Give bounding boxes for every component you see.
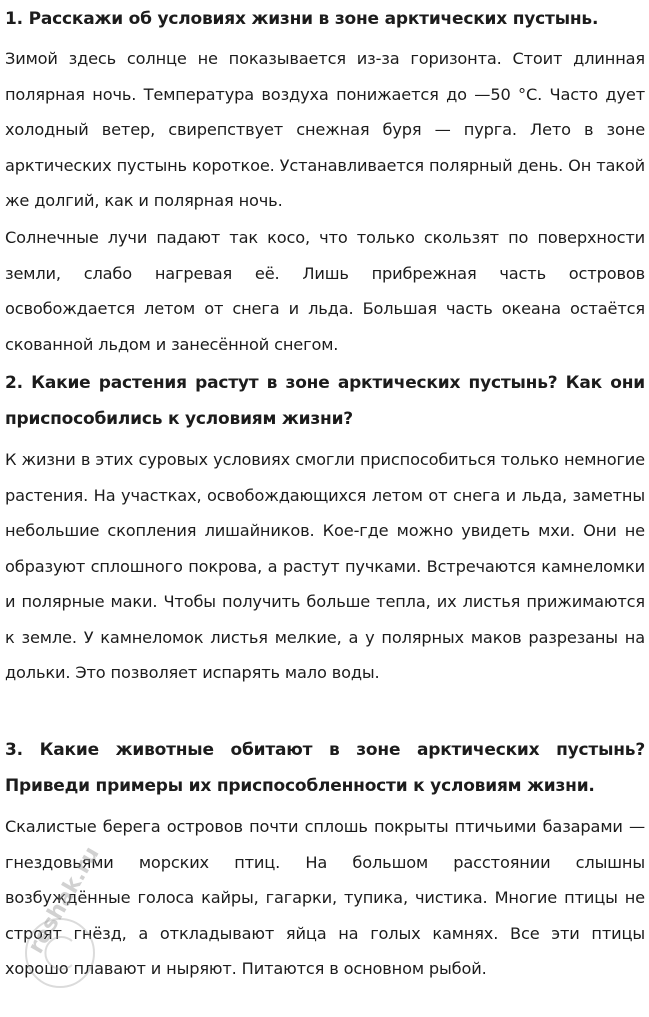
answer-2-paragraph-1: К жизни в этих суровых условиях смогли приспособиться только немногие растения. На участках, освобождающихся летом от снега и льда, заметны небольшие скопления лишайников. Кое-где можно увидеть мхи. Они не образуют сплошного покрова, а растут пучками. Встречаются камнеломки и полярные маки. Чтобы получить больше тепла, их листья прижимаются к земле. У камнеломок листья мелкие, а у полярных маков разрезаны на дольки. Это позволяет испарять мало воды. [5,450,645,682]
answer-1-paragraph-2: Солнечные лучи падают так косо, что только скользят по поверхности земли, слабо нагревая её. Лишь прибрежная часть островов освобождается летом от снега и льда. Большая часть океана остаётся скованной льдом и занесённой снегом. [5,228,645,354]
question-3: 3. Какие животные обитают в зоне арктических пустынь? Приведи примеры их приспособленности к условиям жизни. [5,740,645,796]
watermark-text: reshak.ru [23,842,105,958]
question-2: 2. Какие растения растут в зоне арктических пустынь? Как они приспособились к условиям жизни? [5,373,645,429]
answer-3-paragraph-1: Скалистые берега островов почти сплошь покрыты птичьими базарами — гнездовьями морских птиц. На большом расстоянии слышны возбуждённые голоса кайры, гагарки, тупика, чистика. Многие птицы не строят гнёзд, а откладывают яйца на голых камнях. Все эти птицы хорошо плавают и ныряют. Питаются в основном рыбой. [5,817,645,978]
question-1: 1. Расскажи об условиях жизни в зоне арктических пустынь. [5,9,599,29]
answer-1-paragraph-1: Зимой здесь солнце не показывается из-за горизонта. Стоит длинная полярная ночь. Температура воздуха понижается до —50 °С. Часто дует холодный ветер, свирепствует снежная буря — пурга. Лето в зоне арктических пустынь короткое. Устанавливается полярный день. Он такой же долгий, как и полярная ночь. [5,49,645,210]
